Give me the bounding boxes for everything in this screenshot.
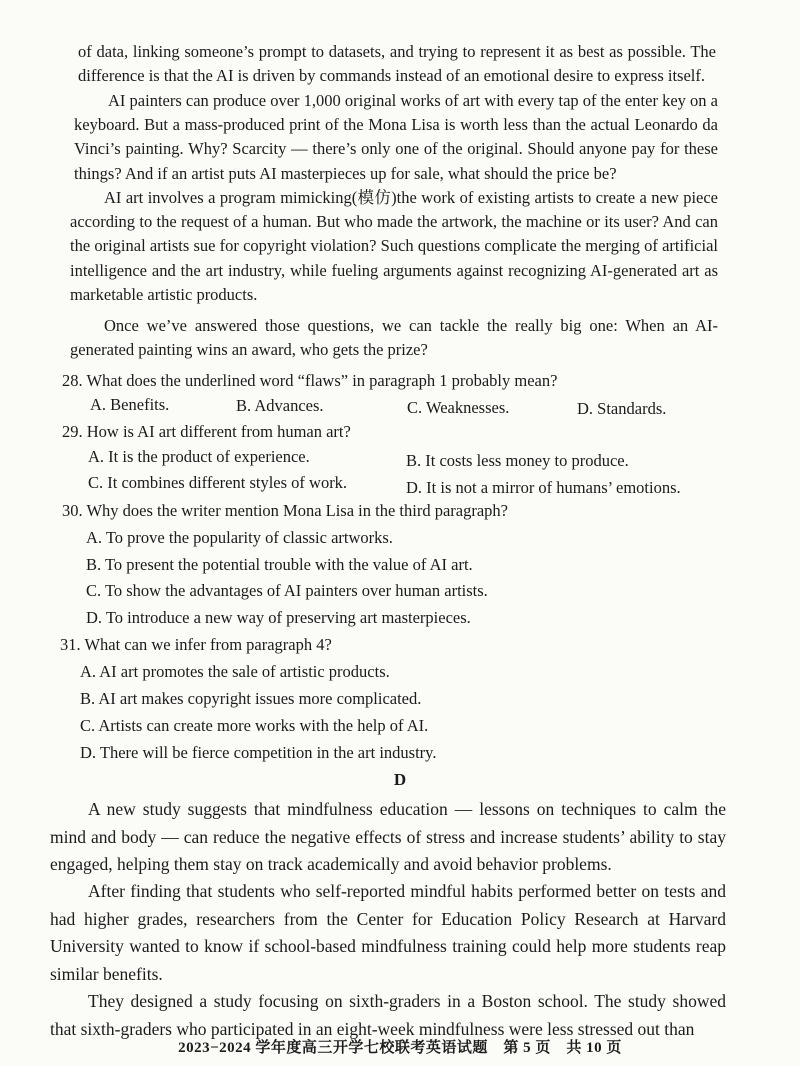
question-30-stem — [62, 500, 508, 522]
question-29-option-d: D. It is not a mirror of humans’ emotions. — [406, 478, 681, 497]
page-footer: 2023−2024 学年度高三开学七校联考英语试题 第 5 页 共 10 页 — [178, 1040, 622, 1056]
question-29-option-b: B. It costs less money to produce. — [406, 451, 629, 470]
passage-c-paragraph-3: AI art involves a program mimicking(模仿)the work of existing artists to create a new piece according to the request of a human. But who made the artwork, the machine or its user? And can the original artists sue for copyright violation? Such questions complicate the merging of artificial intelligence and the art industry, while fueling arguments against recognizing AI-generated art as marketable artistic products. — [70, 188, 718, 304]
question-28-option-b: B. Advances. — [236, 396, 324, 415]
question-31-option-a: A. AI art promotes the sale of artistic products. — [80, 662, 390, 681]
question-31-stem: 31. What can we infer from paragraph 4? — [60, 635, 332, 654]
question-31-option-c: C. Artists can create more works with the help of AI. — [80, 716, 429, 735]
passage-c-paragraph-4: Once we’ve answered those questions, we can tackle the really big one: When an AI-generated painting wins an award, who gets the prize? — [70, 316, 718, 360]
question-30-stem-text: 30. Why does the writer mention Mona Lisa in the third paragraph? — [62, 501, 508, 520]
passage-c-paragraph-1-tail: of data, linking someone’s prompt to datasets, and trying to represent it as best as possible. The difference is that the AI is driven by commands instead of an emotional desire to express itself. — [78, 42, 716, 86]
question-28-option-c: C. Weaknesses. — [407, 398, 510, 417]
question-30-option-a: A. To prove the popularity of classic artworks. — [86, 528, 393, 547]
question-28-stem: 28. What does the underlined word “flaws” in paragraph 1 probably mean? — [62, 371, 558, 390]
passage-c-paragraph-2: AI painters can produce over 1,000 original works of art with every tap of the enter key on a keyboard. But a mass-produced print of the Mona Lisa is worth less than the actual Leonardo da Vinci’s painting. Why? Scarcity — there’s only one of the original. Should anyone pay for these things? And if an artist puts AI masterpieces up for sale, what should the price be? — [74, 91, 718, 183]
section-d-paragraph-2: After finding that students who self-reported mindful habits performed better on tests and had higher grades, researchers from the Center for Education Policy Research at Harvard University wanted to know if school-based mindfulness training could help more students reap similar benefits. — [50, 881, 726, 984]
question-30-option-d: D. To introduce a new way of preserving art masterpieces. — [86, 608, 471, 627]
question-29-option-c: C. It combines different styles of work. — [88, 473, 348, 492]
question-30-option-c: C. To show the advantages of AI painters over human artists. — [86, 581, 488, 600]
question-31-option-b: B. AI art makes copyright issues more complicated. — [80, 689, 422, 708]
section-d-title: D — [393, 770, 407, 789]
question-28-option-d: D. Standards. — [577, 399, 667, 418]
question-30-option-b: B. To present the potential trouble with the value of AI art. — [86, 555, 473, 574]
question-29-stem: 29. How is AI art different from human art? — [62, 422, 351, 441]
section-d-paragraph-3: They designed a study focusing on sixth-graders in a Boston school. The study showed that sixth-graders who participated in an eight-week mindfulness were less stressed out than — [50, 991, 726, 1039]
question-29-option-a: A. It is the product of experience. — [88, 447, 310, 466]
question-28-option-a: A. Benefits. — [90, 395, 170, 414]
question-31-option-d: D. There will be fierce competition in the art industry. — [80, 743, 437, 762]
section-d-paragraph-1: A new study suggests that mindfulness education — lessons on techniques to calm the mind and body — can reduce the negative effects of stress and increase students’ ability to stay engaged, helping them stay on track academically and avoid behavior problems. — [50, 799, 726, 874]
